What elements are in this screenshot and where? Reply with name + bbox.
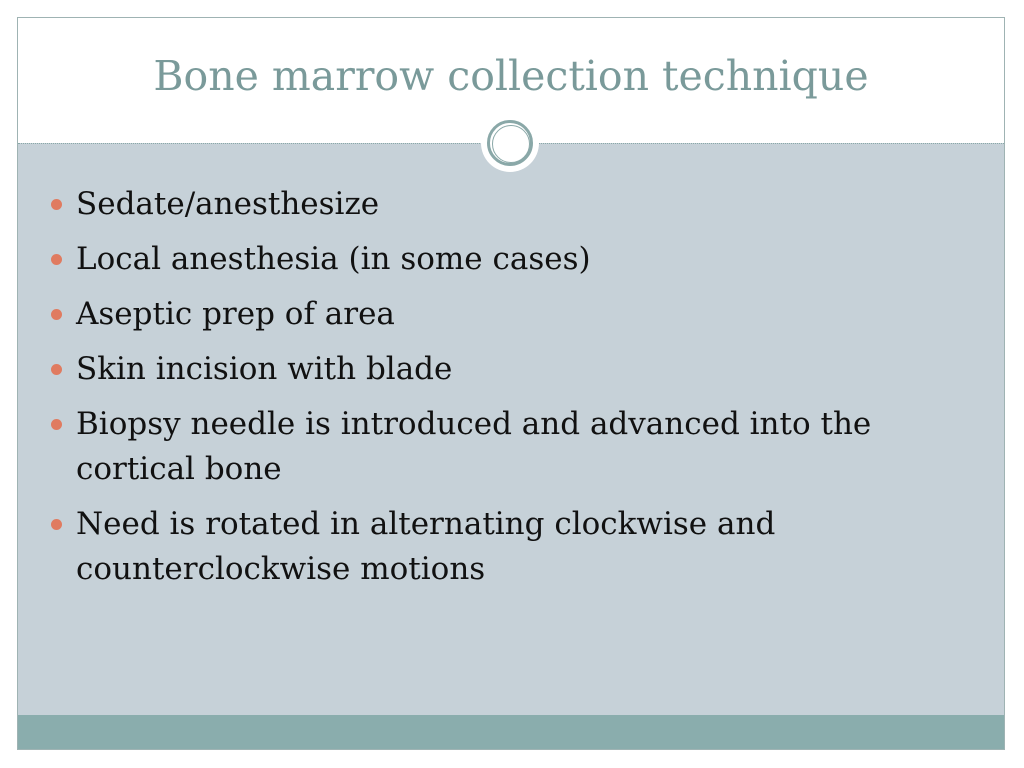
bullet-icon: [51, 309, 62, 320]
list-item: [48, 502, 948, 592]
bullet-list: [48, 182, 948, 602]
bullet-text: Skin incision with blade: [76, 351, 453, 387]
bullet-icon: [51, 364, 62, 375]
footer-bar: [18, 715, 1004, 749]
bullet-icon: [51, 419, 62, 430]
bullet-text: Sedate/anesthesize: [76, 186, 380, 222]
bullet-text: Local anesthesia (in some cases): [76, 241, 591, 277]
circle-ornament-icon: [487, 120, 533, 166]
list-item: [48, 182, 948, 227]
list-item: [48, 237, 948, 282]
bullet-text: Aseptic prep of area: [76, 296, 395, 332]
bullet-icon: [51, 199, 62, 210]
bullet-icon: [51, 519, 62, 530]
bullet-icon: [51, 254, 62, 265]
list-item: [48, 402, 948, 492]
list-item: [48, 347, 948, 392]
slide: [17, 17, 1005, 750]
bullet-text: Need is rotated in alternating clockwise and counterclockwise motions: [76, 506, 776, 587]
list-item: [48, 292, 948, 337]
slide-title: Bone marrow collection technique: [153, 52, 869, 100]
bullet-text: Biopsy needle is introduced and advanced into the cortical bone: [76, 406, 872, 487]
